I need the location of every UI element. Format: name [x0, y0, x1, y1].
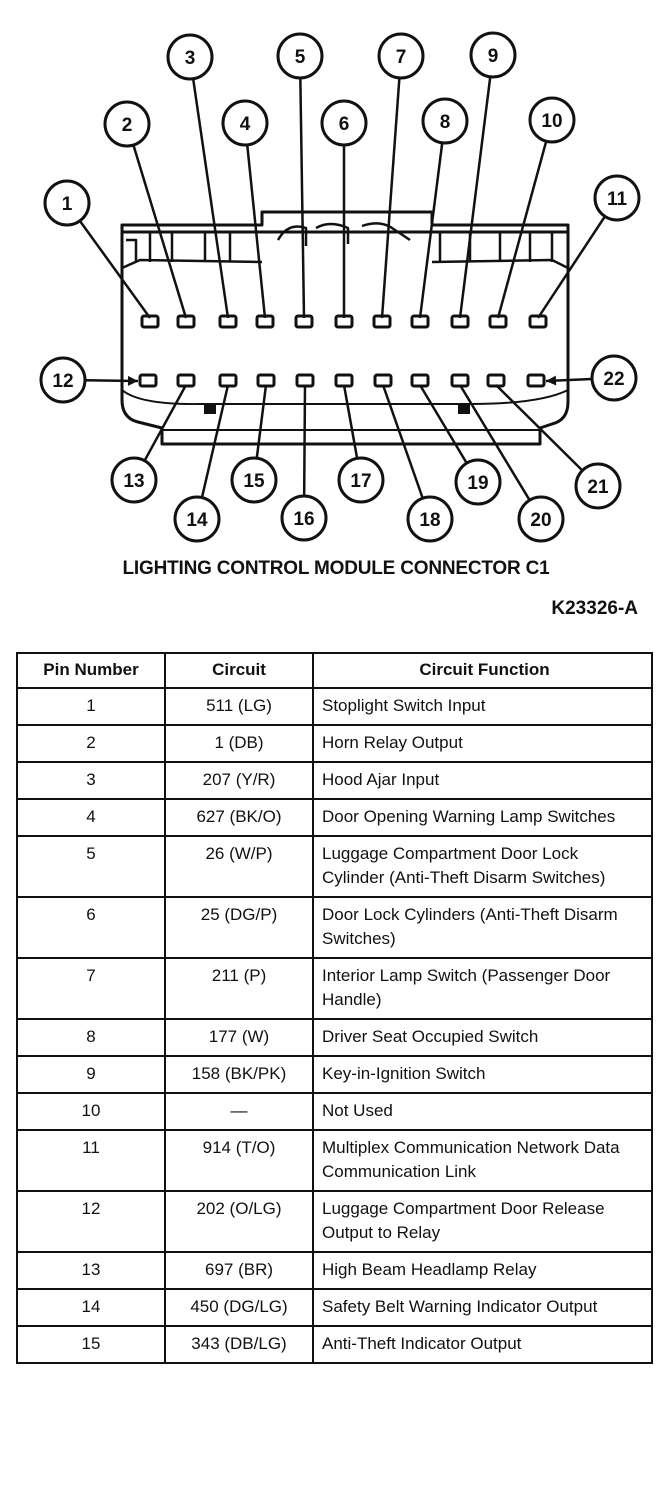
callout-number: 21 [587, 477, 609, 498]
header-circuit-function: Circuit Function [313, 653, 652, 688]
circuit-function-cell: Door Opening Warning Lamp Switches [313, 799, 652, 836]
figure-id: K23326-A [551, 598, 638, 619]
table-row [17, 1130, 652, 1191]
table-row [17, 725, 652, 762]
table-row [17, 1289, 652, 1326]
callout-leader [420, 385, 467, 463]
callout-number: 8 [439, 112, 451, 133]
circuit-function-cell: Interior Lamp Switch (Passenger Door Handle) [313, 958, 652, 1019]
callout-number: 11 [606, 189, 628, 210]
callout-number: 1 [61, 194, 73, 215]
callout-leader [257, 385, 266, 458]
circuit-cell: — [165, 1093, 313, 1130]
callout-number: 15 [243, 471, 265, 492]
callout-leader [202, 385, 228, 498]
table-row [17, 1252, 652, 1289]
callout-number: 14 [186, 510, 208, 531]
connector-right-ribs [440, 232, 552, 262]
connector-key [204, 404, 216, 414]
callout-leader [80, 221, 150, 318]
circuit-cell: 177 (W) [165, 1019, 313, 1056]
callout-number: 9 [487, 46, 499, 67]
callout-number: 3 [184, 48, 196, 69]
callout-leader [300, 78, 304, 318]
circuit-cell: 450 (DG/LG) [165, 1289, 313, 1326]
callout-number: 5 [294, 47, 306, 68]
circuit-function-cell: Anti-Theft Indicator Output [313, 1326, 652, 1363]
circuit-function-cell: Hood Ajar Input [313, 762, 652, 799]
pin-number-cell: 9 [17, 1056, 165, 1093]
callout-number: 4 [239, 114, 251, 135]
pin-number-cell: 2 [17, 725, 165, 762]
pin-terminal [375, 375, 391, 386]
callout-number: 19 [467, 473, 489, 494]
circuit-cell: 26 (W/P) [165, 836, 313, 897]
circuit-function-cell: Driver Seat Occupied Switch [313, 1019, 652, 1056]
connector-left-ribs [126, 232, 230, 262]
circuit-cell: 1 (DB) [165, 725, 313, 762]
callout-arrowhead [128, 376, 138, 386]
circuit-function-cell: Luggage Compartment Door Lock Cylinder (Anti-Theft Disarm Switches) [313, 836, 652, 897]
circuit-cell: 697 (BR) [165, 1252, 313, 1289]
circuit-function-cell: Safety Belt Warning Indicator Output [313, 1289, 652, 1326]
pin-terminal [178, 375, 194, 386]
table-row [17, 958, 652, 1019]
circuit-function-cell: Not Used [313, 1093, 652, 1130]
pin-terminal [528, 375, 544, 386]
pin-table [16, 652, 653, 1364]
table-row [17, 1326, 652, 1363]
connector-key [458, 404, 470, 414]
pin-number-cell: 15 [17, 1326, 165, 1363]
circuit-cell: 202 (O/LG) [165, 1191, 313, 1252]
table-row [17, 836, 652, 897]
circuit-cell: 343 (DB/LG) [165, 1326, 313, 1363]
table-row [17, 799, 652, 836]
circuit-function-cell: High Beam Headlamp Relay [313, 1252, 652, 1289]
circuit-cell: 511 (LG) [165, 688, 313, 725]
circuit-cell: 158 (BK/PK) [165, 1056, 313, 1093]
callout-number: 12 [52, 371, 74, 392]
header-pin-number: Pin Number [17, 653, 165, 688]
callout-number: 22 [603, 369, 625, 390]
callout-leader [304, 385, 305, 496]
pin-number-cell: 12 [17, 1191, 165, 1252]
circuit-cell: 211 (P) [165, 958, 313, 1019]
pin-number-cell: 1 [17, 688, 165, 725]
pin-number-cell: 8 [17, 1019, 165, 1056]
pin-number-cell: 11 [17, 1130, 165, 1191]
table-row [17, 1056, 652, 1093]
pin-terminal [140, 375, 156, 386]
callout-leader [344, 385, 357, 458]
pin-number-cell: 6 [17, 897, 165, 958]
pin-table-body [17, 688, 652, 1363]
circuit-function-cell: Key-in-Ignition Switch [313, 1056, 652, 1093]
circuit-cell: 25 (DG/P) [165, 897, 313, 958]
pin-number-cell: 7 [17, 958, 165, 1019]
callout-arrowhead [546, 376, 556, 386]
callout-leader [420, 143, 442, 318]
circuit-function-cell: Multiplex Communication Network Data Communication Link [313, 1130, 652, 1191]
pin-number-cell: 14 [17, 1289, 165, 1326]
pin-number-cell: 5 [17, 836, 165, 897]
pin-terminal [220, 375, 236, 386]
table-row [17, 688, 652, 725]
table-header-row [17, 653, 652, 688]
pin-terminal [412, 375, 428, 386]
callout-leader [145, 385, 186, 461]
pin-number-cell: 3 [17, 762, 165, 799]
callout-number: 13 [123, 471, 145, 492]
circuit-function-cell: Door Lock Cylinders (Anti-Theft Disarm Switches) [313, 897, 652, 958]
pin-terminal [488, 375, 504, 386]
circuit-function-cell: Luggage Compartment Door Release Output to Relay [313, 1191, 652, 1252]
callout-leader [382, 78, 399, 318]
circuit-function-cell: Horn Relay Output [313, 725, 652, 762]
callout-leader [383, 385, 423, 498]
callout-number: 6 [338, 114, 350, 135]
pin-terminal [258, 375, 274, 386]
table-row [17, 1019, 652, 1056]
table-row [17, 1191, 652, 1252]
circuit-function-cell: Stoplight Switch Input [313, 688, 652, 725]
pin-terminal [336, 375, 352, 386]
callout-leader [193, 79, 228, 318]
table-row [17, 897, 652, 958]
circuit-cell: 207 (Y/R) [165, 762, 313, 799]
header-circuit: Circuit [165, 653, 313, 688]
pin-number-cell: 10 [17, 1093, 165, 1130]
pin-terminal [297, 375, 313, 386]
diagram-caption: LIGHTING CONTROL MODULE CONNECTOR C1 [122, 558, 550, 579]
pin-number-cell: 13 [17, 1252, 165, 1289]
callout-number: 7 [395, 47, 407, 68]
table-row [17, 1093, 652, 1130]
pin-terminal [452, 375, 468, 386]
callout-number: 18 [419, 510, 441, 531]
callout-number: 16 [293, 509, 315, 530]
pin-number-cell: 4 [17, 799, 165, 836]
connector-diagram [0, 0, 672, 550]
callout-number: 2 [121, 115, 133, 136]
callout-number: 20 [530, 510, 552, 531]
table-row [17, 762, 652, 799]
circuit-cell: 914 (T/O) [165, 1130, 313, 1191]
callout-leader [498, 141, 546, 318]
callout-number: 17 [350, 471, 372, 492]
callout-number: 10 [541, 111, 563, 132]
circuit-cell: 627 (BK/O) [165, 799, 313, 836]
